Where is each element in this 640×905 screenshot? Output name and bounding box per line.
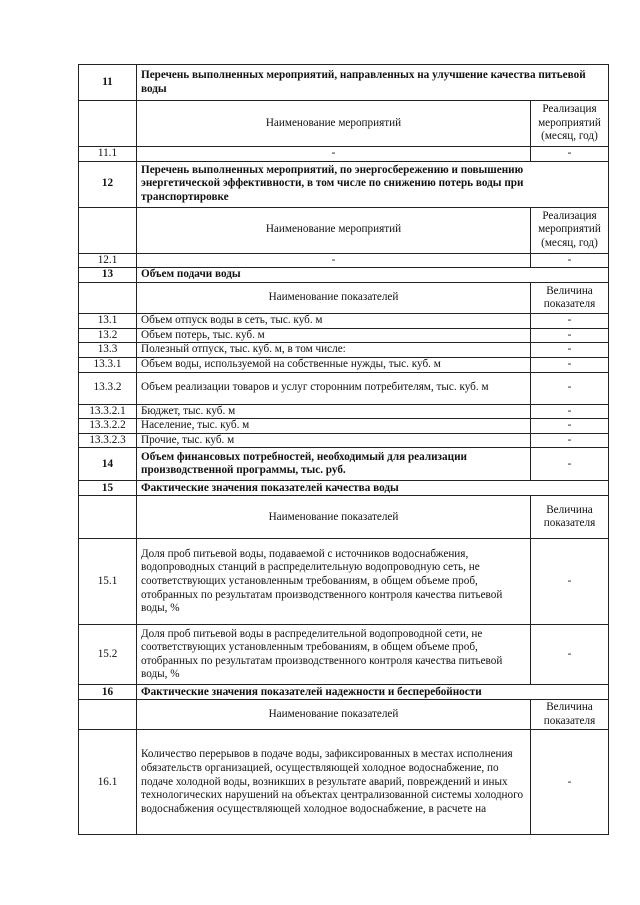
item-value: - xyxy=(530,328,608,343)
item-number: 13.1 xyxy=(79,314,137,329)
item-label: Бюджет, тыс. куб. м xyxy=(137,404,531,419)
column-header-row xyxy=(79,283,609,314)
table-row xyxy=(79,419,609,434)
item-label: Население, тыс. куб. м xyxy=(137,419,531,434)
column-header-row xyxy=(79,700,609,730)
table-row xyxy=(79,253,609,268)
header-number-cell xyxy=(79,283,137,314)
item-value: - xyxy=(530,147,608,162)
table-row xyxy=(79,147,609,162)
section-title: Объем финансовых потребностей, необходимый для реализации производственной программы, тыс. руб. xyxy=(137,448,531,481)
section-number: 12 xyxy=(79,161,137,207)
section-title: Объем подачи воды xyxy=(137,268,609,283)
section-title: Фактические значения показателей качества воды xyxy=(137,481,609,496)
section-number: 14 xyxy=(79,448,137,481)
header-name-cell: Наименование мероприятий xyxy=(137,101,531,147)
section-row xyxy=(79,481,609,496)
header-value-cell: Величина показателя xyxy=(530,496,608,539)
header-number-cell xyxy=(79,496,137,539)
header-name-cell: Наименование показателей xyxy=(137,496,531,539)
item-label: Полезный отпуск, тыс. куб. м, в том числе: xyxy=(137,343,531,358)
item-number: 13.3 xyxy=(79,343,137,358)
table-row xyxy=(79,539,609,625)
section-row xyxy=(79,65,609,101)
item-value: - xyxy=(530,314,608,329)
section-row xyxy=(79,268,609,283)
item-label: Количество перерывов в подаче воды, зафиксированных в местах исполнения обязательств организацией, осуществляющей холодное водоснабжение, по подаче холодной воды, возникших в результате аварий, повреждений и иных технологических нарушений на объектах централизованной системы холодного водоснабжения осуществляющей холодное водоснабжение, в расчете на xyxy=(137,730,531,835)
item-value: - xyxy=(530,625,608,685)
table-row xyxy=(79,433,609,448)
item-label: Объем отпуск воды в сеть, тыс. куб. м xyxy=(137,314,531,329)
item-label: Доля проб питьевой воды, подаваемой с источников водоснабжения, водопроводных станций в распределительную водопроводную сеть, не соответствующих установленным требованиям, в общем объеме проб, отобранных по результатам производственного контроля качества питьевой воды, % xyxy=(137,539,531,625)
header-value-cell: Величина показателя xyxy=(530,700,608,730)
item-number: 13.3.2.1 xyxy=(79,404,137,419)
table-row xyxy=(79,730,609,835)
item-label: - xyxy=(137,253,531,268)
section-row xyxy=(79,161,609,207)
header-value-cell: Величина показателя xyxy=(530,283,608,314)
item-value: - xyxy=(530,372,608,404)
item-value: - xyxy=(530,357,608,372)
item-number: 13.3.2.3 xyxy=(79,433,137,448)
header-number-cell xyxy=(79,207,137,253)
item-value: - xyxy=(530,730,608,835)
item-value: - xyxy=(530,419,608,434)
item-number: 11.1 xyxy=(79,147,137,162)
header-value-cell: Реализация мероприятий (месяц, год) xyxy=(530,207,608,253)
section-row xyxy=(79,448,609,481)
section-number: 15 xyxy=(79,481,137,496)
document-table xyxy=(78,64,609,835)
item-number: 13.3.2.2 xyxy=(79,419,137,434)
item-number: 12.1 xyxy=(79,253,137,268)
item-number: 13.3.1 xyxy=(79,357,137,372)
table-row xyxy=(79,314,609,329)
table-row xyxy=(79,343,609,358)
table-row xyxy=(79,357,609,372)
column-header-row xyxy=(79,101,609,147)
header-name-cell: Наименование показателей xyxy=(137,283,531,314)
item-number: 16.1 xyxy=(79,730,137,835)
section-number: 13 xyxy=(79,268,137,283)
item-label: Доля проб питьевой воды в распределительной водопроводной сети, не соответствующих установленным требованиям, в общем объеме проб, отобранных по результатам производственного контроля качества питьевой воды, % xyxy=(137,625,531,685)
item-number: 15.1 xyxy=(79,539,137,625)
section-value: - xyxy=(530,448,608,481)
section-title: Перечень выполненных мероприятий, направленных на улучшение качества питьевой воды xyxy=(137,65,609,101)
item-label: Прочие, тыс. куб. м xyxy=(137,433,531,448)
section-number: 16 xyxy=(79,685,137,700)
section-title: Фактические значения показателей надежности и бесперебойности xyxy=(137,685,609,700)
item-label: Объем воды, используемой на собственные нужды, тыс. куб. м xyxy=(137,357,531,372)
header-name-cell: Наименование мероприятий xyxy=(137,207,531,253)
header-name-cell: Наименование показателей xyxy=(137,700,531,730)
header-number-cell xyxy=(79,700,137,730)
item-number: 13.2 xyxy=(79,328,137,343)
column-header-row xyxy=(79,207,609,253)
item-number: 15.2 xyxy=(79,625,137,685)
item-value: - xyxy=(530,404,608,419)
table-row xyxy=(79,372,609,404)
table-row xyxy=(79,404,609,419)
item-value: - xyxy=(530,343,608,358)
header-value-cell: Реализация мероприятий (месяц, год) xyxy=(530,101,608,147)
table-row xyxy=(79,328,609,343)
section-row xyxy=(79,685,609,700)
table-row xyxy=(79,625,609,685)
document-table-body xyxy=(79,65,609,835)
section-title: Перечень выполненных мероприятий, по энергосбережению и повышению энергетической эффективности, в том числе по снижению потерь воды при транспортировке xyxy=(137,161,609,207)
item-label: - xyxy=(137,147,531,162)
item-label: Объем реализации товаров и услуг сторонним потребителям, тыс. куб. м xyxy=(137,372,531,404)
item-number: 13.3.2 xyxy=(79,372,137,404)
item-value: - xyxy=(530,433,608,448)
item-value: - xyxy=(530,539,608,625)
section-number: 11 xyxy=(79,65,137,101)
item-label: Объем потерь, тыс. куб. м xyxy=(137,328,531,343)
item-value: - xyxy=(530,253,608,268)
header-number-cell xyxy=(79,101,137,147)
column-header-row xyxy=(79,496,609,539)
